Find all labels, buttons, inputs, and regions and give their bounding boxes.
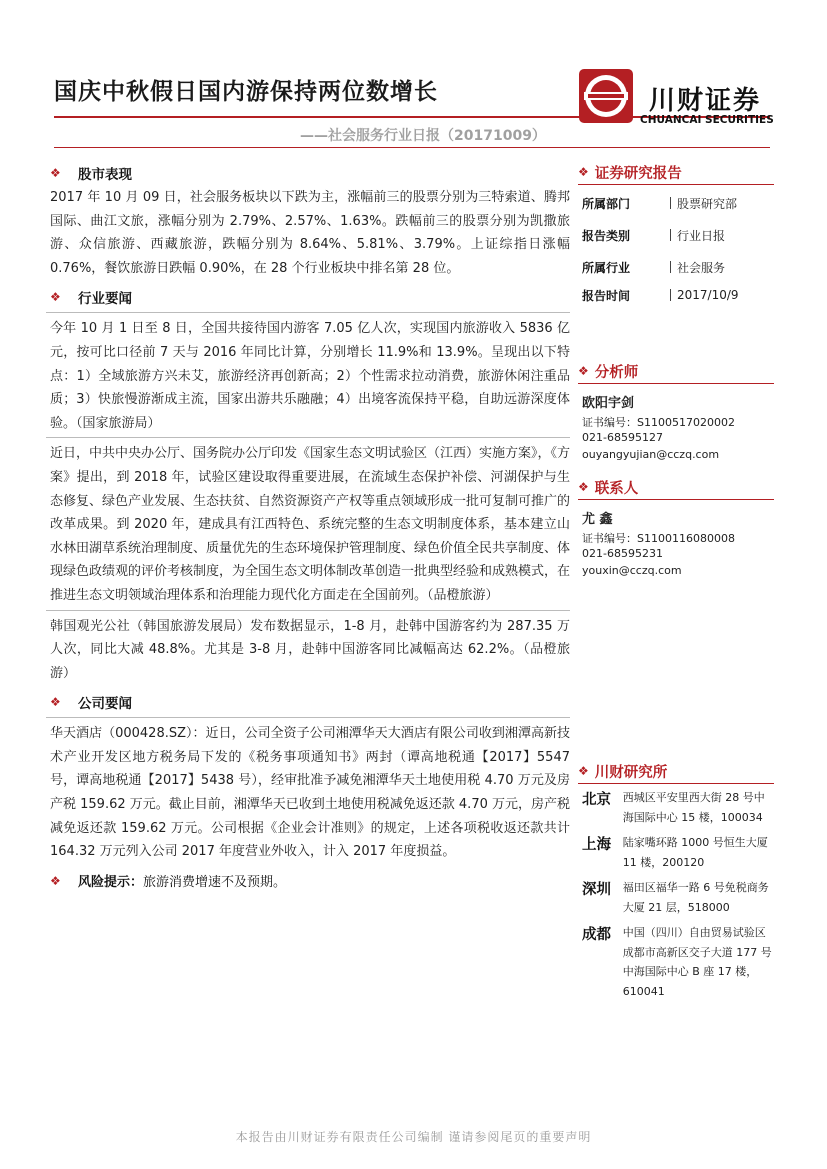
sidebar <box>578 160 774 1007</box>
contact-name: 尤 鑫 <box>582 512 613 527</box>
section-market-heading: ❖ 股市表现 <box>46 160 570 186</box>
contact-cert: 证书编号：S1100116080008 <box>582 532 735 545</box>
office-list <box>578 788 774 1001</box>
industry-news-2: 近日，中共中央办公厅、国务院办公厅印发《国家生态文明试验区（江西）实施方案》，《方案》提出，到 2018 年，试验区建设取得重要进展，在流域生态保护补偿、河湖保护与生态修复、绿色产业发展、生态扶贫、自然资源资产产权等重点领域形成一批可复制可推广的改革成果。到 2020 年，建成具有江西特色、系统完整的生态文明制度体系，基本建立山水林田湖草系统治理制度、质量优先的生态环境保护管理制度、绿色价值全民共享制度、体现绿色政绩观的评价考核制度，为全国生态文明体制改革创造一批典型经验和成熟模式，在推进生态文明领域治理体系和治理能力现代化方面走在全国前列。（品橙旅游） <box>50 446 571 603</box>
office-shanghai: 上海 陆家嘴环路 1000 号恒生大厦 11 楼，200120 <box>582 836 768 869</box>
diamond-bullet-icon: ❖ <box>50 166 61 180</box>
analyst-card <box>578 392 774 465</box>
analyst-phone: 021-68595127 <box>582 431 663 444</box>
risk-text: 旅游消费增速不及预期。 <box>143 875 287 891</box>
section-company-heading: ❖ 公司要闻 <box>46 689 570 715</box>
diamond-bullet-icon: ❖ <box>578 364 589 378</box>
section-divider <box>46 717 570 718</box>
info-row-date: 报告时间 2017/10/9 <box>582 288 739 303</box>
info-row-industry: 所属行业 社会服务 <box>582 260 726 275</box>
diamond-bullet-icon: ❖ <box>578 764 589 778</box>
page-footer: 本报告由川财证券有限责任公司编制 谨请参阅尾页的重要声明 <box>235 1130 592 1144</box>
analyst-name: 欧阳宇剑 <box>582 396 635 411</box>
analyst-cert: 证书编号：S1100517020002 <box>582 416 735 429</box>
diamond-bullet-icon: ❖ <box>50 695 61 710</box>
analyst-heading: ❖ 分析师 <box>578 359 774 384</box>
report-title: 国庆中秋假日国内游保持两位数增长 <box>54 78 438 105</box>
market-summary: 2017 年 10 月 09 日，社会服务板块以下跌为主，涨幅前三的股票分别为三特索道、腾邦国际、曲江文旅，涨幅分别为 2.79%、2.57%、1.63%。跌幅前三的股票分别为凯撒旅游、众信旅游、西藏旅游，跌幅分别为 8.64%、5.81%、3.79%。上证综指日涨幅 0.76%，餐饮旅游日跌幅 0.90%，在 28 个行业板块中排名第 28 位。 <box>50 190 570 276</box>
contact-card <box>578 508 774 581</box>
report-info-heading: ❖ 证券研究报告 <box>578 160 774 185</box>
diamond-bullet-icon: ❖ <box>578 165 589 179</box>
brand-name-cn: 川财证券 <box>649 86 762 116</box>
institute-heading: ❖ 川财研究所 <box>578 759 774 784</box>
paragraph-divider <box>46 437 570 438</box>
office-shenzhen: 深圳 福田区福华一路 6 号免税商务大厦 21 层，518000 <box>582 881 769 914</box>
section-industry-heading: ❖ 行业要闻 <box>46 284 570 310</box>
section-divider <box>46 312 570 313</box>
info-row-department: 所属部门 股票研究部 <box>582 196 738 211</box>
risk-label: 风险提示： <box>78 875 144 891</box>
main-content <box>46 160 570 894</box>
company-news: 华天酒店（000428.SZ）：近日，公司全资子公司湘潭华天大酒店有限公司收到湘潭高新技术产业开发区地方税务局下发的《税务事项通知书》两封（谭高地税通【2017】5547 号，谭高地税通【2017】5438 号），经审批准予减免湘潭华天土地使用税 4.70 万元及房产税 159.62 万元。截止目前，湘潭华天已收到土地使用税减免返还款 4.70 万元，房产税减免返还款 159.62 万元。公司根据《企业会计准则》的规定，上述各项税收返还款共计 164.32 万元列入公司 2017 年度营业外收入，计入 2017 年度损益。 <box>50 726 570 860</box>
paragraph-divider <box>46 610 570 611</box>
info-row-category: 报告类别 行业日报 <box>582 228 726 243</box>
contact-phone: 021-68595231 <box>582 547 663 560</box>
diamond-bullet-icon: ❖ <box>578 480 589 494</box>
analyst-email[interactable]: ouyangyujian@cczq.com <box>582 448 720 461</box>
report-subtitle: ——社会服务行业日报（20171009） <box>300 128 546 144</box>
office-chengdu: 成都 中国（四川）自由贸易试验区成都市高新区交子大道 177 号中海国际中心 B 座 17 楼，610041 <box>582 926 772 998</box>
contact-heading: ❖ 联系人 <box>578 475 774 500</box>
industry-news-3: 韩国观光公社（韩国旅游发展局）发布数据显示，1-8 月，赴韩中国游客约为 287.35 万人次，同比大减 48.8%。尤其是 3-8 月，赴韩中国游客同比减幅高达 62.2%。（品橙旅游） <box>50 618 570 681</box>
risk-warning <box>46 868 570 894</box>
brand-name-en: CHUANCAI SECURITIES <box>640 114 774 126</box>
chuancai-logo-icon <box>578 68 634 124</box>
diamond-bullet-icon: ❖ <box>50 290 61 305</box>
diamond-bullet-icon: ❖ <box>50 873 61 888</box>
office-beijing: 北京 西城区平安里西大街 28 号中海国际中心 15 楼，100034 <box>582 791 765 824</box>
contact-email[interactable]: youxin@cczq.com <box>582 564 682 577</box>
industry-news-1: 今年 10 月 1 日至 8 日，全国共接待国内游客 7.05 亿人次，实现国内旅游收入 5836 亿元，按可比口径前 7 天与 2016 年同比计算，分别增长 11.9%和 13.9%。呈现出以下特点：1）全域旅游方兴未艾，旅游经济再创新高；2）个性需求拉动消费，旅游休闲注重品质；3）快旅慢游渐成主流，国家出游共乐融融；4）出境客流保持平稳，自助远游深度体验。（国家旅游局） <box>50 321 570 431</box>
subtitle-divider <box>54 147 770 148</box>
